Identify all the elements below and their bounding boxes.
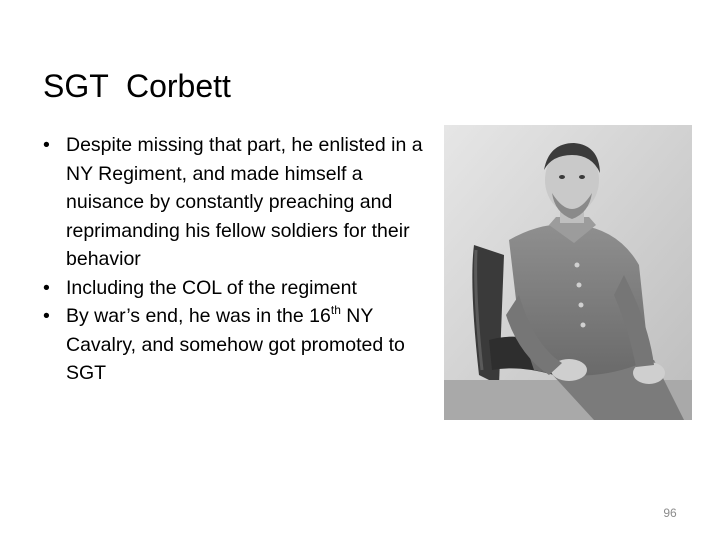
bullet-list — [43, 131, 423, 388]
portrait-photo — [444, 125, 692, 420]
portrait-illustration — [444, 125, 692, 420]
bullet-icon: • — [43, 305, 50, 327]
bullet-text: Despite missing that part, he enlisted in a NY Regiment, and made himself a nuisance by constantly preaching and reprimanding his fellow soldiers for their behavior — [66, 134, 423, 270]
bullet-item-3 — [43, 302, 423, 388]
bullet-item-1 — [43, 131, 423, 274]
bullet-icon: • — [43, 134, 50, 156]
bullet-item-2 — [43, 274, 423, 303]
page-number: 96 — [663, 506, 677, 520]
bullet-icon: • — [43, 276, 50, 299]
slide-title: SGT Corbett — [43, 68, 231, 104]
ordinal-suffix: th — [330, 302, 341, 317]
bullet-text: Including the COL of the regiment — [66, 276, 357, 299]
bullet-text-post: NY Cavalry, and somehow got promoted to SGT — [66, 305, 405, 384]
bullet-text-pre: By war’s end, he was in the 16 — [66, 305, 331, 327]
